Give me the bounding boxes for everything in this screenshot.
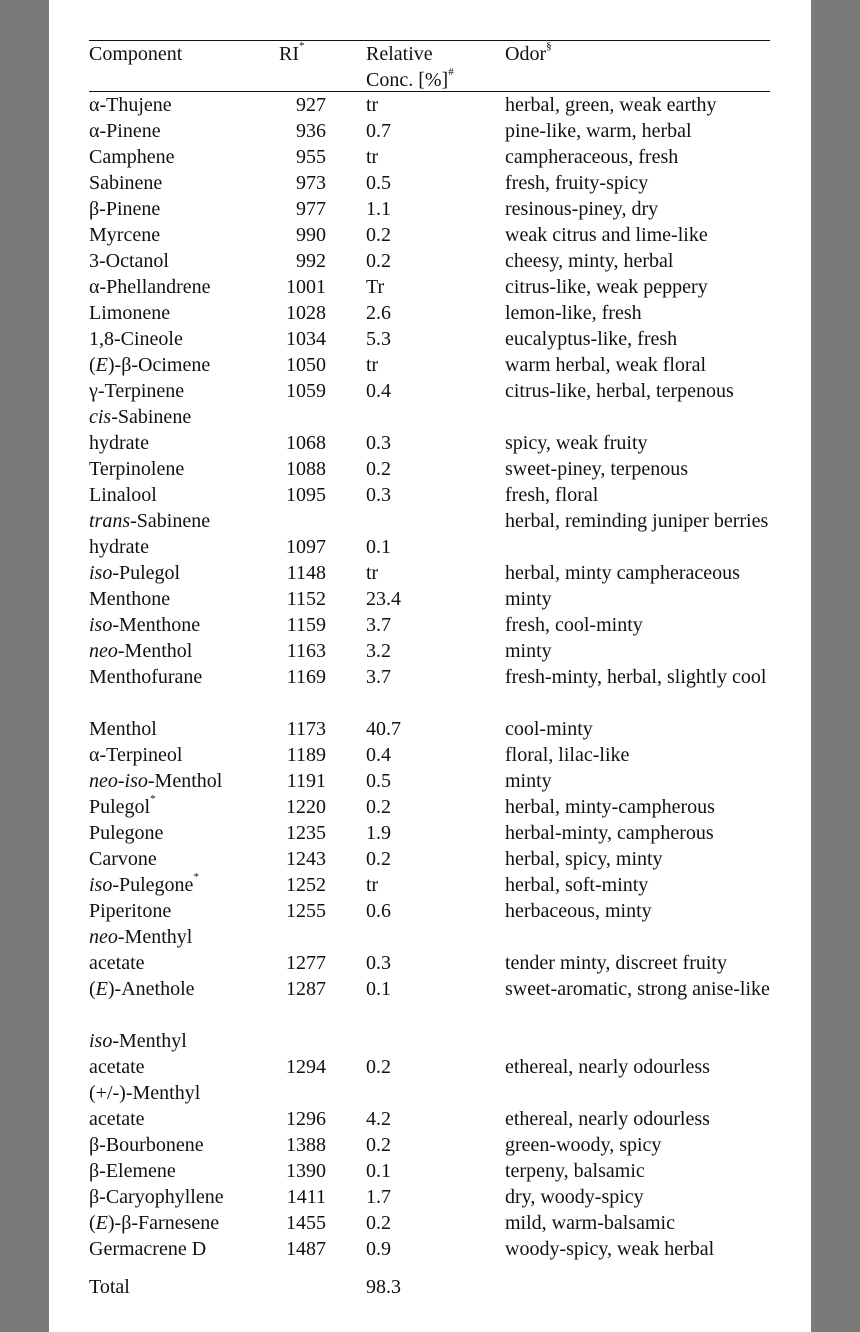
odor-description: fresh, cool-minty: [505, 614, 643, 636]
ri-value: 936: [296, 120, 326, 142]
component-name: Camphene: [89, 146, 175, 168]
odor-description: dry, woody-spicy: [505, 1186, 644, 1208]
ri-value: 1255: [286, 900, 326, 922]
ri-value: 990: [296, 224, 326, 246]
table-row: [89, 352, 770, 378]
odor-description: fresh, floral: [505, 484, 599, 506]
ri-value: 1411: [286, 1186, 326, 1208]
relative-conc-value: 3.2: [366, 640, 391, 662]
odor-description: fresh, fruity-spicy: [505, 172, 649, 194]
relative-conc-value: tr: [366, 146, 379, 168]
table-row: [89, 612, 770, 638]
odor-description: cool-minty: [505, 718, 593, 740]
ri-value: 1173: [286, 718, 326, 740]
component-name: γ-Terpinene: [89, 380, 185, 402]
ri-value: 1088: [286, 458, 326, 480]
table-row: [89, 1236, 770, 1262]
ri-value: 1169: [286, 666, 326, 688]
ri-value: 1148: [286, 562, 326, 584]
ri-value: 1001: [286, 276, 326, 298]
table-row: [89, 586, 770, 612]
component-name: α-Pinene: [89, 120, 161, 142]
total-row: [89, 1274, 770, 1300]
table-row: [89, 638, 770, 664]
table-row: [89, 404, 770, 456]
table-row: [89, 1132, 770, 1158]
component-name: Pulegol*: [89, 793, 156, 818]
relative-conc-value: 23.4: [366, 588, 401, 610]
table-row: [89, 274, 770, 300]
relative-conc-value: 1.1: [366, 198, 391, 220]
table-row: [89, 92, 770, 118]
ri-value: 1095: [286, 484, 326, 506]
table-row: [89, 742, 770, 768]
component-name: Menthone: [89, 588, 171, 610]
odor-description: weak citrus and lime-like: [505, 224, 708, 246]
table-row: [89, 300, 770, 326]
odor-description: resinous-piney, dry: [505, 198, 659, 220]
relative-conc-value: Tr: [366, 276, 385, 298]
relative-conc-value: 0.3: [366, 952, 391, 974]
component-name: trans-Sabinene hydrate: [89, 510, 211, 558]
table-row: [89, 326, 770, 352]
ri-value: 1028: [286, 302, 326, 324]
component-name: β-Bourbonene: [89, 1134, 204, 1156]
component-name: Menthofurane: [89, 666, 203, 688]
relative-conc-value: 0.2: [366, 250, 391, 272]
odor-description: herbaceous, minty: [505, 900, 652, 922]
table-body: [89, 92, 770, 1262]
ri-value: 1388: [286, 1134, 326, 1156]
odor-description: ethereal, nearly odourless: [505, 1108, 710, 1130]
odor-description: lemon-like, fresh: [505, 302, 642, 324]
component-name: iso-Pulegone*: [89, 871, 199, 896]
table-row: [89, 118, 770, 144]
odor-description: warm herbal, weak floral: [505, 354, 707, 376]
ri-value: 1189: [286, 744, 326, 766]
relative-conc-value: 0.2: [366, 848, 391, 870]
component-name: (+/-)-Menthyl acetate: [89, 1082, 201, 1130]
relative-conc-value: 0.5: [366, 172, 391, 194]
relative-conc-value: 3.7: [366, 614, 391, 636]
relative-conc-value: 0.2: [366, 458, 391, 480]
ri-value: 1235: [286, 822, 326, 844]
ri-value: 1159: [286, 614, 326, 636]
ri-value: 1287: [286, 978, 326, 1000]
table-row: [89, 222, 770, 248]
ri-value: 1487: [286, 1238, 326, 1260]
relative-conc-value: tr: [366, 874, 379, 896]
component-name: Terpinolene: [89, 458, 185, 480]
ri-value: 1059: [286, 380, 326, 402]
relative-conc-value: 0.4: [366, 380, 391, 402]
component-name: α-Terpineol: [89, 744, 183, 766]
odor-description: herbal, spicy, minty: [505, 848, 663, 870]
ri-value: 1243: [286, 848, 326, 870]
ri-value: 1191: [286, 770, 326, 792]
total-conc: 98.3: [366, 1276, 401, 1298]
relative-conc-value: 0.1: [366, 536, 391, 558]
component-name: neo-Menthol: [89, 640, 193, 662]
component-name: neo-iso-Menthol: [89, 770, 223, 792]
relative-conc-value: tr: [366, 562, 379, 584]
table-row: [89, 716, 770, 742]
relative-conc-value: 0.2: [366, 1056, 391, 1078]
odor-description: terpeny, balsamic: [505, 1160, 645, 1182]
document-page: [49, 0, 811, 1332]
component-name: Sabinene: [89, 172, 163, 194]
ri-value: 1390: [286, 1160, 326, 1182]
relative-conc-value: 0.1: [366, 978, 391, 1000]
odor-description: campheraceous, fresh: [505, 146, 679, 168]
relative-conc-value: 0.4: [366, 744, 391, 766]
odor-description: citrus-like, weak peppery: [505, 276, 708, 298]
relative-conc-value: 40.7: [366, 718, 401, 740]
table-row: [89, 560, 770, 586]
component-name: Carvone: [89, 848, 157, 870]
header-component: Component: [89, 43, 183, 65]
odor-description: minty: [505, 770, 552, 792]
ri-value: 1152: [286, 588, 326, 610]
component-name: β-Pinene: [89, 198, 161, 220]
table-row: [89, 248, 770, 274]
relative-conc-value: 0.2: [366, 1134, 391, 1156]
relative-conc-value: tr: [366, 94, 379, 116]
component-name: iso-Menthyl acetate: [89, 1030, 187, 1078]
component-name: Menthol: [89, 718, 157, 740]
ri-value: 1277: [286, 952, 326, 974]
odor-description: herbal, reminding juniper berries: [505, 510, 769, 532]
odor-description: sweet-piney, terpenous: [505, 458, 689, 480]
ri-value: 1252: [286, 874, 326, 896]
relative-conc-value: 1.7: [366, 1186, 391, 1208]
ri-value: 1050: [286, 354, 326, 376]
table-row: [89, 456, 770, 482]
table-row: [89, 508, 770, 560]
relative-conc-value: 0.2: [366, 224, 391, 246]
ri-value: 992: [296, 250, 326, 272]
component-name: cis-Sabinene hydrate: [89, 406, 192, 454]
ri-value: 1034: [286, 328, 326, 350]
table-row: [89, 976, 770, 1028]
relative-conc-value: 5.3: [366, 328, 391, 350]
table-row: [89, 924, 770, 976]
relative-conc-value: 0.2: [366, 1212, 391, 1234]
relative-conc-value: 1.9: [366, 822, 391, 844]
header-odor: Odor§: [505, 40, 552, 65]
table-row: [89, 482, 770, 508]
relative-conc-value: 0.7: [366, 120, 391, 142]
component-name: 1,8-Cineole: [89, 328, 183, 350]
odor-description: green-woody, spicy: [505, 1134, 662, 1156]
relative-conc-value: 0.1: [366, 1160, 391, 1182]
component-name: α-Thujene: [89, 94, 172, 116]
relative-conc-value: 0.2: [366, 796, 391, 818]
relative-conc-value: 2.6: [366, 302, 391, 324]
table-header: [89, 41, 770, 91]
table-row: [89, 664, 770, 716]
odor-description: herbal, soft-minty: [505, 874, 649, 896]
ri-value: 1163: [286, 640, 326, 662]
odor-description: herbal, minty campheraceous: [505, 562, 740, 584]
table-row: [89, 1158, 770, 1184]
odor-description: herbal, green, weak earthy: [505, 94, 717, 116]
odor-description: tender minty, discreet fruity: [505, 952, 727, 974]
ri-value: 973: [296, 172, 326, 194]
odor-description: herbal, minty-campherous: [505, 796, 715, 818]
ri-value: 977: [296, 198, 326, 220]
odor-description: sweet-aromatic, strong anise-like: [505, 978, 770, 1000]
odor-description: woody-spicy, weak herbal: [505, 1238, 715, 1260]
odor-description: herbal-minty, campherous: [505, 822, 714, 844]
odor-description: spicy, weak fruity: [505, 432, 648, 454]
table-row: [89, 872, 770, 898]
odor-description: eucalyptus-like, fresh: [505, 328, 678, 350]
component-name: Limonene: [89, 302, 171, 324]
component-name: iso-Pulegol: [89, 562, 181, 584]
component-name: Germacrene D: [89, 1238, 207, 1260]
ri-value: 955: [296, 146, 326, 168]
component-table: [89, 40, 770, 1300]
component-name: (E)-β-Farnesene: [89, 1212, 220, 1234]
table-row: [89, 898, 770, 924]
table-row: [89, 768, 770, 794]
ri-value: 1294: [286, 1056, 326, 1078]
header-relative-conc: Relative Conc. [%]#: [366, 43, 454, 91]
odor-description: cheesy, minty, herbal: [505, 250, 674, 272]
component-name: neo-Menthyl acetate: [89, 926, 193, 974]
ri-value: 1220: [286, 796, 326, 818]
relative-conc-value: 0.5: [366, 770, 391, 792]
odor-description: fresh-minty, herbal, slightly cool: [505, 666, 767, 688]
table-row: [89, 1028, 770, 1080]
component-name: β-Elemene: [89, 1160, 176, 1182]
relative-conc-value: 0.6: [366, 900, 391, 922]
table-row: [89, 378, 770, 404]
component-name: Myrcene: [89, 224, 161, 246]
ri-value: 1097: [286, 536, 326, 558]
component-name: Linalool: [89, 484, 157, 506]
total-label: Total: [89, 1276, 130, 1298]
table-row: [89, 170, 770, 196]
component-name: (E)-Anethole: [89, 978, 195, 1000]
table-row: [89, 1080, 770, 1132]
odor-description: ethereal, nearly odourless: [505, 1056, 710, 1078]
component-name: β-Caryophyllene: [89, 1186, 224, 1208]
odor-description: minty: [505, 588, 552, 610]
ri-value: 927: [296, 94, 326, 116]
odor-description: pine-like, warm, herbal: [505, 120, 692, 142]
relative-conc-value: 0.9: [366, 1238, 391, 1260]
component-name: Piperitone: [89, 900, 172, 922]
table-row: [89, 1210, 770, 1236]
table-row: [89, 144, 770, 170]
relative-conc-value: 3.7: [366, 666, 391, 688]
component-name: (E)-β-Ocimene: [89, 354, 211, 376]
header-ri: RI*: [279, 40, 305, 65]
table-row: [89, 1184, 770, 1210]
table-row: [89, 794, 770, 820]
ri-value: 1455: [286, 1212, 326, 1234]
component-name: iso-Menthone: [89, 614, 201, 636]
table-row: [89, 196, 770, 222]
spacer: [89, 1262, 770, 1274]
odor-description: floral, lilac-like: [505, 744, 630, 766]
component-name: 3-Octanol: [89, 250, 169, 272]
component-name: Pulegone: [89, 822, 164, 844]
component-name: α-Phellandrene: [89, 276, 211, 298]
odor-description: minty: [505, 640, 552, 662]
odor-description: citrus-like, herbal, terpenous: [505, 380, 734, 402]
table-row: [89, 846, 770, 872]
relative-conc-value: 0.3: [366, 484, 391, 506]
ri-value: 1296: [286, 1108, 326, 1130]
relative-conc-value: 0.3: [366, 432, 391, 454]
relative-conc-value: tr: [366, 354, 379, 376]
odor-description: mild, warm-balsamic: [505, 1212, 675, 1234]
ri-value: 1068: [286, 432, 326, 454]
relative-conc-value: 4.2: [366, 1108, 391, 1130]
table-row: [89, 820, 770, 846]
